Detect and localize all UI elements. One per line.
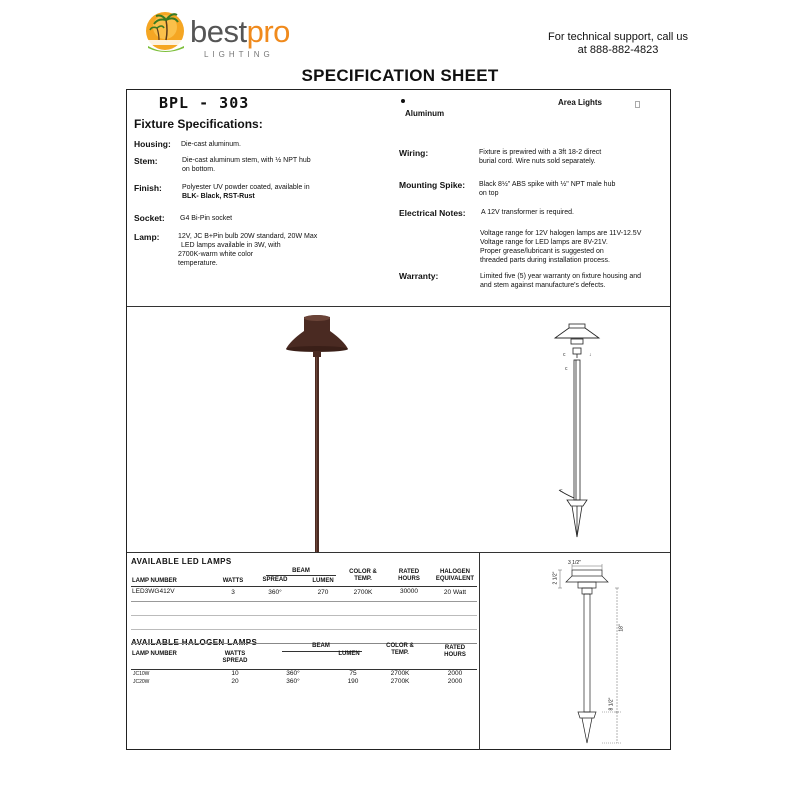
material-label: Aluminum xyxy=(405,109,445,118)
halogen-header-lumen: LUMEN xyxy=(338,651,360,657)
wiring-label: Wiring: xyxy=(399,148,429,158)
warranty-label: Warranty: xyxy=(399,271,439,281)
finish-label: Finish: xyxy=(134,183,162,193)
led-header-spread: SPREAD xyxy=(262,577,288,583)
support-info xyxy=(548,31,688,57)
stem-value: Die-cast aluminum stem, with ½ NPT hub on bottom. xyxy=(182,157,311,173)
led-header-rated-hours: RATED HOURS xyxy=(398,569,420,582)
warranty-value: Limited five (5) year warranty on fixture housing and and stem against manufacture's defects. xyxy=(480,273,642,289)
brand-logo xyxy=(144,10,294,59)
dim-top-width: 3 1/2" xyxy=(568,560,581,566)
halogen-header-rated-hours: RATED HOURS xyxy=(444,645,466,658)
brand-wordmark: bestpro xyxy=(190,14,290,49)
category-label: Area Lights xyxy=(558,98,603,107)
lamp-value: 12V, JC B+Pin bulb 20W standard, 20W Max LED lamps available in 3W, with 2700K-warm white color temperature. xyxy=(178,233,318,267)
led-header-halogen-equiv: HALOGEN EQUIVALENT xyxy=(435,569,475,582)
dim-head-height: 2 1/2" xyxy=(552,571,559,585)
mounting-spike-value: Black 8½" ABS spike with ½" NPT male hub on top xyxy=(479,181,616,197)
halogen-header-color-temp: COLOR & TEMP. xyxy=(386,643,414,656)
model-number: BPL - 303 xyxy=(159,94,250,112)
lamp-label: Lamp: xyxy=(134,232,160,242)
housing-label: Housing: xyxy=(134,139,171,149)
electrical-notes-line-1: A 12V transformer is required. xyxy=(481,209,574,216)
svg-text:c: c xyxy=(565,366,568,372)
stem-label: Stem: xyxy=(134,156,158,166)
socket-value: G4 Bi-Pin socket xyxy=(180,215,233,222)
socket-label: Socket: xyxy=(134,213,165,223)
dimension-drawing xyxy=(532,558,652,748)
fixture-spec-heading: Fixture Specifications: xyxy=(134,117,263,131)
svg-text:↓: ↓ xyxy=(589,352,592,358)
led-header-lumen: LUMEN xyxy=(312,578,334,584)
electrical-notes-ranges: Voltage range for 12V halogen lamps are 11V-12.5V Voltage range for LED lamps are 8V-21V. Proper grease/lubricant is suggested on threaded parts during installation process. xyxy=(480,230,642,264)
sun-palm-icon xyxy=(144,10,190,56)
bullet-icon xyxy=(401,99,405,103)
led-header-lamp-number: LAMP NUMBER xyxy=(132,578,177,584)
exploded-drawing xyxy=(547,322,607,542)
halogen-header-lamp-number: LAMP NUMBER xyxy=(132,651,177,657)
dim-stem-height: 18" xyxy=(618,624,625,632)
dim-spike-height: 8 1/2" xyxy=(608,697,615,711)
halogen-header-beam: BEAM xyxy=(312,643,330,649)
spec-sheet-frame: BPL - 303 Aluminum Area Lights Fixture Specifications: Housing: Die-cast aluminum. Stem: Die-cast aluminum stem, with ½ NPT hub on bottom. Finish: Polyester UV powder coated, available in BLK- Black, RST-Rust Socket: G4 Bi-Pin socket Lamp: 12V, JC B+Pin bulb 20W standard, 20W Max LED lamps available in 3W, with 2700K-warm white color temperature. Wiring: Fixture is prewired with a 3ft 18-2 direct burial cord. Wire nuts sold separately. Mounting Spike: Black 8½" ABS spike with ½" NPT male hub on top Electrical Notes: A 12V transformer is required. Voltage range for 12V halogen lamps are 11V-12.5V Voltage range for LED lamps are 8V-21V. Proper grease/lubricant is suggested on threaded parts during installation process. Warranty: Limited five (5) year warranty on fixture housing and and stem against manufacture's defects. c ↓ c c AVAILABLE LED LAMPS BEAM COLOR & TEMP. RATED HOURS HALOGEN EQUIVALENT LAMP NUMBER WATTS SPREAD LUMEN LED3WG412V 3 360° 270 2700K 30000 20 Watt AVAILABLE HALOGEN LAMPS BEAM COLOR & TEMP. RATED HOURS LAMP NUMBER WATTS SPREAD LUMEN JC10W 10 360° 75 2700K 2000 JC20W 20 360° 190 2700K 2000 3 1/2" 2 1/2" 18" 8 1/2" xyxy=(126,89,671,750)
led-header-watts: WATTS xyxy=(222,578,244,584)
support-phone: at 888-882-4823 xyxy=(577,44,659,56)
product-photo xyxy=(282,313,352,553)
led-header-color-temp: COLOR & TEMP. xyxy=(349,569,377,582)
halogen-table-heading: AVAILABLE HALOGEN LAMPS xyxy=(131,638,258,647)
finish-value: Polyester UV powder coated, available in BLK- Black, RST-Rust xyxy=(182,184,310,200)
svg-text:c: c xyxy=(563,352,566,358)
wiring-value: Fixture is prewired with a 3ft 18-2 direct burial cord. Wire nuts sold separately. xyxy=(479,149,602,165)
halogen-header-watts: WATTS SPREAD xyxy=(222,651,248,664)
housing-value: Die-cast aluminum. xyxy=(181,141,241,148)
support-line-1: For technical support, call us xyxy=(548,31,689,43)
electrical-notes-label: Electrical Notes: xyxy=(399,208,466,218)
brand-tagline: LIGHTING xyxy=(204,50,274,59)
svg-text:c: c xyxy=(560,488,563,494)
mounting-spike-label: Mounting Spike: xyxy=(399,180,466,190)
led-table-heading: AVAILABLE LED LAMPS xyxy=(131,557,232,566)
led-header-beam: BEAM xyxy=(292,568,310,574)
checkbox-icon xyxy=(635,101,640,108)
page-title: SPECIFICATION SHEET xyxy=(301,66,499,85)
